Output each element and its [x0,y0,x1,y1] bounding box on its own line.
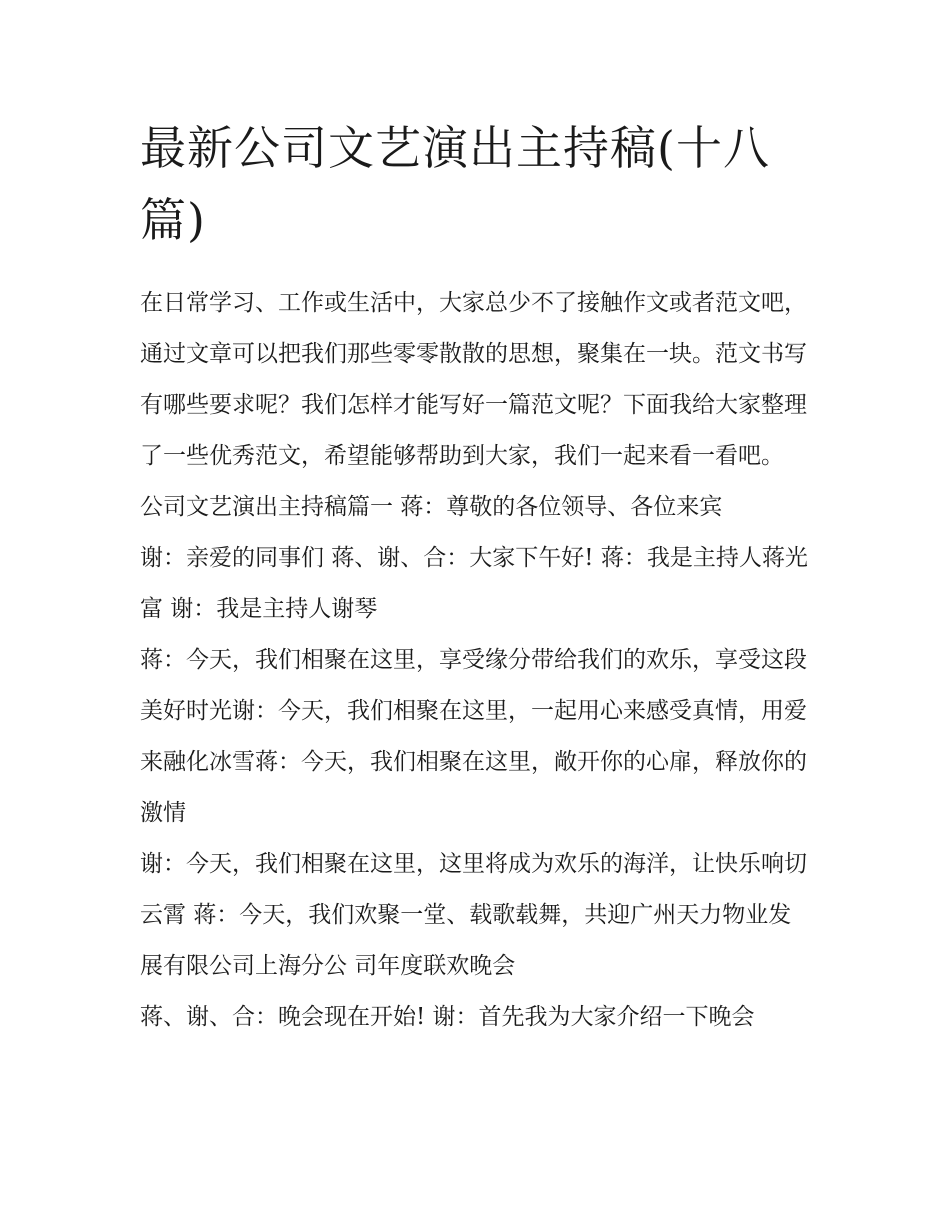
paragraph-party-start: 蒋、谢、合：晚会现在开始! 谢：首先我为大家介绍一下晚会 [140,1004,755,1030]
document-title: 最新公司文艺演出主持稿(十八篇) [140,121,770,247]
paragraph-gathering-here: 蒋：今天，我们相聚在这里，享受缘分带给我们的欢乐，享受这段美好时光谢：今天，我们相聚在这里，一起用心来感受真情，用爱来融化冰雪蒋：今天，我们相聚在这里，敞开你的心扉，释放你的激情 [140,647,807,826]
paragraph-intro: 在日常学习、工作或生活中，大家总少不了接触作文或者范文吧，通过文章可以把我们那些零零散散的思想，聚集在一块。范文书写有哪些要求呢？我们怎样才能写好一篇范文呢？下面我给大家整理了一些优秀范文，希望能够帮助到大家，我们一起来看一看吧。 [140,290,807,469]
paragraph-host-introduction: 谢：亲爱的同事们 蒋、谢、合：大家下午好! 蒋：我是主持人蒋光富 谢：我是主持人谢琴 [140,545,808,622]
paragraph-annual-party: 谢：今天，我们相聚在这里，这里将成为欢乐的海洋，让快乐响切云霄 蒋：今天，我们欢聚一堂、载歌载舞，共迎广州天力物业发展有限公司上海分公 司年度联欢晚会 [140,851,807,979]
document-body [140,112,812,1043]
paragraph-greeting-leaders: 公司文艺演出主持稿篇一 蒋：尊敬的各位领导、各位来宾 [140,494,723,520]
